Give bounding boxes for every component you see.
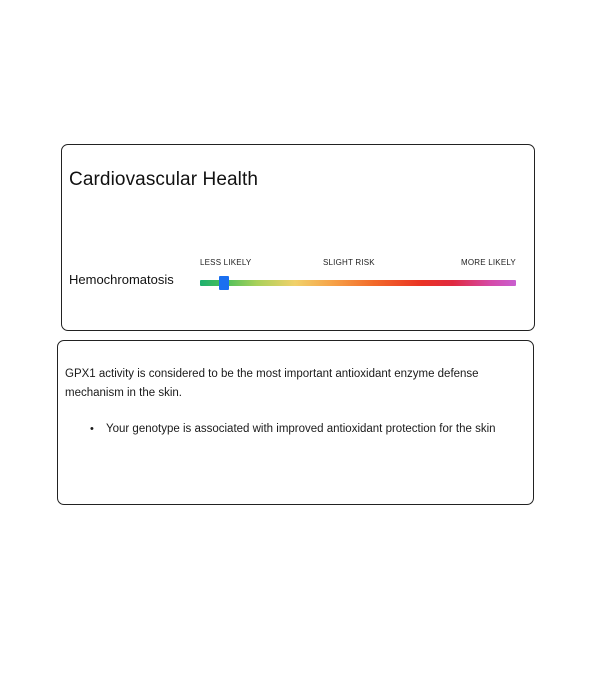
risk-indicator (219, 276, 229, 290)
info-bullet-list (90, 420, 500, 439)
bullet-text: Your genotype is associated with improved antioxidant protection for the skin (106, 423, 496, 435)
condition-label: Hemochromatosis (69, 272, 174, 287)
info-card (57, 340, 534, 505)
scale-label-slight-risk: SLIGHT RISK (323, 258, 375, 267)
list-item (90, 420, 500, 439)
risk-gradient-bar (200, 280, 516, 286)
card-title: Cardiovascular Health (69, 169, 259, 190)
scale-label-less-likely: LESS LIKELY (200, 258, 252, 267)
info-description: GPX1 activity is considered to be the most important antioxidant enzyme defense mechanism in the skin. (65, 368, 479, 399)
risk-card (61, 144, 535, 331)
bullet-marker: • (90, 423, 94, 435)
scale-label-more-likely: MORE LIKELY (461, 258, 516, 267)
